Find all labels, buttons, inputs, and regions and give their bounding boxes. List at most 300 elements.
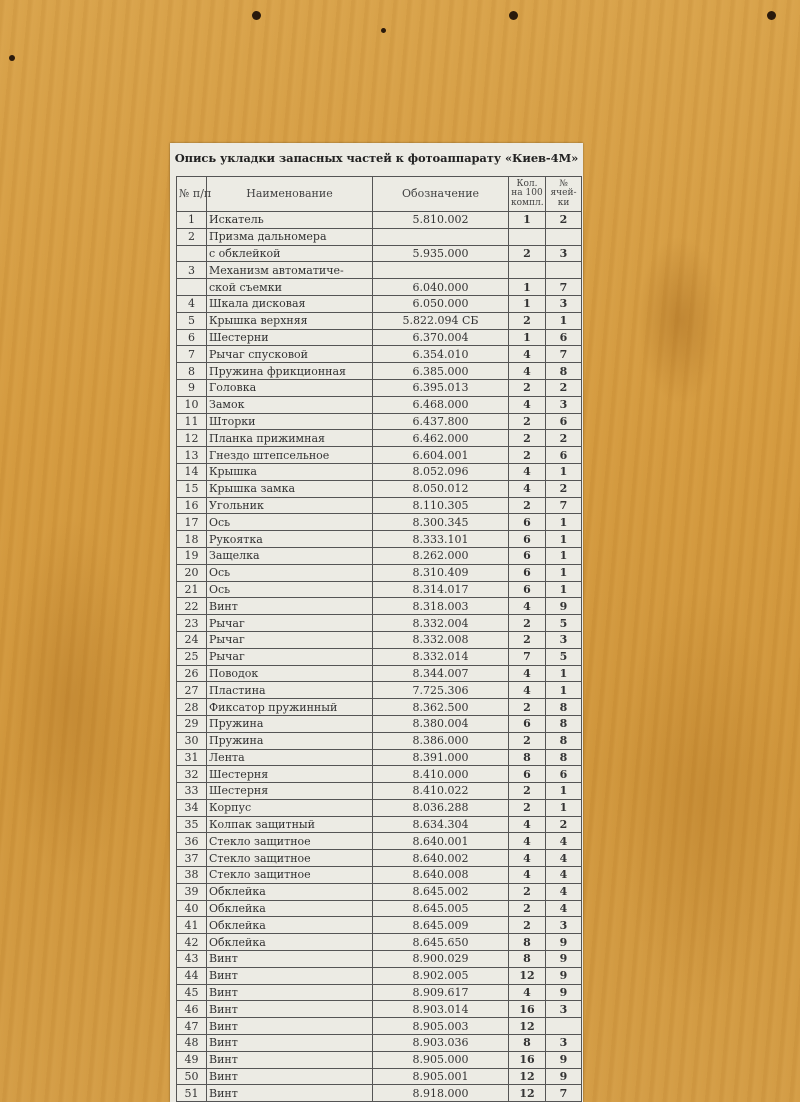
part-name: Обклейка bbox=[207, 917, 373, 934]
row-number: 7 bbox=[177, 346, 207, 363]
part-code: 6.462.000 bbox=[373, 430, 509, 447]
part-name: Рычаг bbox=[207, 648, 373, 665]
table-row bbox=[177, 430, 582, 447]
part-name: Лента bbox=[207, 749, 373, 766]
table-row bbox=[177, 883, 582, 900]
nail-hole-1 bbox=[252, 11, 261, 20]
row-number: 31 bbox=[177, 749, 207, 766]
part-name: Корпус bbox=[207, 799, 373, 816]
quantity: 1 bbox=[509, 212, 546, 229]
part-name: Винт bbox=[207, 1018, 373, 1035]
table-row bbox=[177, 783, 582, 800]
part-code: 8.640.008 bbox=[373, 867, 509, 884]
cell-number: 2 bbox=[546, 430, 582, 447]
part-code: 5.810.002 bbox=[373, 212, 509, 229]
table-row bbox=[177, 312, 582, 329]
part-name: Винт bbox=[207, 598, 373, 615]
part-code: 8.310.409 bbox=[373, 564, 509, 581]
cell-number: 8 bbox=[546, 363, 582, 380]
cell-number: 5 bbox=[546, 648, 582, 665]
table-row bbox=[177, 615, 582, 632]
quantity: 12 bbox=[509, 1068, 546, 1085]
cell-number: 7 bbox=[546, 1085, 582, 1102]
quantity: 4 bbox=[509, 396, 546, 413]
quantity: 4 bbox=[509, 665, 546, 682]
quantity: 1 bbox=[509, 329, 546, 346]
part-name: Обклейка bbox=[207, 883, 373, 900]
row-number: 21 bbox=[177, 581, 207, 598]
part-code: 8.410.000 bbox=[373, 766, 509, 783]
table-row bbox=[177, 514, 582, 531]
quantity: 2 bbox=[509, 430, 546, 447]
part-name: Винт bbox=[207, 1001, 373, 1018]
cell-number: 4 bbox=[546, 883, 582, 900]
cell-number: 9 bbox=[546, 984, 582, 1001]
part-code: 8.380.004 bbox=[373, 715, 509, 732]
part-code: 6.050.000 bbox=[373, 295, 509, 312]
sheet-title: Опись укладки запасных частей к фотоаппарату «Киев-4М» bbox=[174, 151, 579, 165]
part-code: 8.318.003 bbox=[373, 598, 509, 615]
part-name: Угольник bbox=[207, 497, 373, 514]
cell-number: 1 bbox=[546, 463, 582, 480]
table-row bbox=[177, 951, 582, 968]
part-name: Винт bbox=[207, 1051, 373, 1068]
row-number: 27 bbox=[177, 682, 207, 699]
table-row bbox=[177, 699, 582, 716]
part-name: Пружина bbox=[207, 732, 373, 749]
part-name: Механизм автоматиче- bbox=[207, 262, 373, 279]
part-code: 8.314.017 bbox=[373, 581, 509, 598]
part-code: 8.905.003 bbox=[373, 1018, 509, 1035]
row-number: 23 bbox=[177, 615, 207, 632]
part-code: 6.354.010 bbox=[373, 346, 509, 363]
table-row bbox=[177, 1051, 582, 1068]
row-number: 29 bbox=[177, 715, 207, 732]
part-code: 5.935.000 bbox=[373, 245, 509, 262]
part-name: Рычаг bbox=[207, 631, 373, 648]
cell-number: 9 bbox=[546, 934, 582, 951]
table-row bbox=[177, 900, 582, 917]
table-row bbox=[177, 682, 582, 699]
part-code: 8.645.005 bbox=[373, 900, 509, 917]
part-name: Пружина фрикционная bbox=[207, 363, 373, 380]
quantity: 7 bbox=[509, 648, 546, 665]
table-row bbox=[177, 413, 582, 430]
quantity: 6 bbox=[509, 531, 546, 548]
cell-number: 7 bbox=[546, 279, 582, 296]
cell-number: 6 bbox=[546, 329, 582, 346]
cell-number: 3 bbox=[546, 1035, 582, 1052]
table-row bbox=[177, 1068, 582, 1085]
part-code: 6.395.013 bbox=[373, 379, 509, 396]
quantity: 12 bbox=[509, 1085, 546, 1102]
part-code: 8.050.012 bbox=[373, 480, 509, 497]
table-row bbox=[177, 1035, 582, 1052]
cell-number: 3 bbox=[546, 917, 582, 934]
part-code: 8.640.002 bbox=[373, 850, 509, 867]
quantity bbox=[509, 262, 546, 279]
part-name: Рукоятка bbox=[207, 531, 373, 548]
row-number: 48 bbox=[177, 1035, 207, 1052]
cell-number: 9 bbox=[546, 598, 582, 615]
row-number: 41 bbox=[177, 917, 207, 934]
table-row bbox=[177, 917, 582, 934]
table-row bbox=[177, 867, 582, 884]
cell-number: 6 bbox=[546, 413, 582, 430]
part-name: Замок bbox=[207, 396, 373, 413]
table-row bbox=[177, 833, 582, 850]
table-row bbox=[177, 631, 582, 648]
quantity: 4 bbox=[509, 480, 546, 497]
part-name: Крышка верхняя bbox=[207, 312, 373, 329]
part-code: 8.332.008 bbox=[373, 631, 509, 648]
part-code: 8.300.345 bbox=[373, 514, 509, 531]
quantity: 2 bbox=[509, 615, 546, 632]
part-name: Винт bbox=[207, 951, 373, 968]
row-number: 37 bbox=[177, 850, 207, 867]
row-number: 32 bbox=[177, 766, 207, 783]
table-row bbox=[177, 262, 582, 279]
cell-number: 8 bbox=[546, 715, 582, 732]
cell-number: 7 bbox=[546, 346, 582, 363]
part-code: 8.903.014 bbox=[373, 1001, 509, 1018]
table-header-row bbox=[177, 177, 582, 212]
table-row bbox=[177, 531, 582, 548]
table-row bbox=[177, 1001, 582, 1018]
table-row bbox=[177, 329, 582, 346]
quantity: 2 bbox=[509, 379, 546, 396]
part-code: 8.645.650 bbox=[373, 934, 509, 951]
quantity: 8 bbox=[509, 749, 546, 766]
part-code: 8.036.288 bbox=[373, 799, 509, 816]
part-name: ской съемки bbox=[207, 279, 373, 296]
quantity: 4 bbox=[509, 850, 546, 867]
part-name: Пластина bbox=[207, 682, 373, 699]
part-name: Ось bbox=[207, 581, 373, 598]
quantity: 2 bbox=[509, 883, 546, 900]
header-cell: № ячей- ки bbox=[546, 177, 582, 212]
row-number: 22 bbox=[177, 598, 207, 615]
cell-number: 2 bbox=[546, 212, 582, 229]
nail-hole-3 bbox=[767, 11, 776, 20]
part-name: Шестерни bbox=[207, 329, 373, 346]
quantity: 2 bbox=[509, 245, 546, 262]
header-code: Обозначение bbox=[373, 177, 509, 212]
part-name: Ось bbox=[207, 514, 373, 531]
header-qty: Кол. на 100 компл. bbox=[509, 177, 546, 212]
part-code: 8.902.005 bbox=[373, 967, 509, 984]
quantity: 8 bbox=[509, 934, 546, 951]
row-number: 20 bbox=[177, 564, 207, 581]
quantity: 2 bbox=[509, 413, 546, 430]
part-code bbox=[373, 228, 509, 245]
row-number: 6 bbox=[177, 329, 207, 346]
quantity: 6 bbox=[509, 547, 546, 564]
table-row bbox=[177, 934, 582, 951]
table-row bbox=[177, 967, 582, 984]
cell-number: 9 bbox=[546, 1068, 582, 1085]
table-row bbox=[177, 1018, 582, 1035]
part-name: с обклейкой bbox=[207, 245, 373, 262]
part-code bbox=[373, 262, 509, 279]
quantity: 6 bbox=[509, 514, 546, 531]
cell-number: 8 bbox=[546, 699, 582, 716]
quantity: 4 bbox=[509, 363, 546, 380]
quantity: 4 bbox=[509, 463, 546, 480]
cell-number: 1 bbox=[546, 799, 582, 816]
table-row bbox=[177, 279, 582, 296]
row-number: 49 bbox=[177, 1051, 207, 1068]
part-code: 6.040.000 bbox=[373, 279, 509, 296]
quantity: 16 bbox=[509, 1051, 546, 1068]
quantity: 4 bbox=[509, 816, 546, 833]
row-number: 14 bbox=[177, 463, 207, 480]
cell-number: 1 bbox=[546, 581, 582, 598]
part-name: Винт bbox=[207, 1085, 373, 1102]
part-code: 8.391.000 bbox=[373, 749, 509, 766]
cell-number: 6 bbox=[546, 447, 582, 464]
cell-number: 1 bbox=[546, 547, 582, 564]
cell-number: 8 bbox=[546, 732, 582, 749]
part-code: 8.333.101 bbox=[373, 531, 509, 548]
table-row bbox=[177, 212, 582, 229]
quantity: 2 bbox=[509, 783, 546, 800]
quantity: 6 bbox=[509, 715, 546, 732]
part-code: 8.110.305 bbox=[373, 497, 509, 514]
quantity: 16 bbox=[509, 1001, 546, 1018]
cell-number: 4 bbox=[546, 833, 582, 850]
row-number: 5 bbox=[177, 312, 207, 329]
table-row bbox=[177, 816, 582, 833]
cell-number: 1 bbox=[546, 682, 582, 699]
quantity: 4 bbox=[509, 346, 546, 363]
part-name: Шторки bbox=[207, 413, 373, 430]
cell-number: 1 bbox=[546, 564, 582, 581]
part-code: 8.640.001 bbox=[373, 833, 509, 850]
cell-number: 1 bbox=[546, 531, 582, 548]
row-number: 42 bbox=[177, 934, 207, 951]
part-code: 8.332.014 bbox=[373, 648, 509, 665]
part-code: 8.262.000 bbox=[373, 547, 509, 564]
row-number: 17 bbox=[177, 514, 207, 531]
row-number: 43 bbox=[177, 951, 207, 968]
cell-number: 9 bbox=[546, 967, 582, 984]
quantity: 2 bbox=[509, 312, 546, 329]
table-row bbox=[177, 228, 582, 245]
part-name: Винт bbox=[207, 1068, 373, 1085]
part-name: Крышка bbox=[207, 463, 373, 480]
quantity: 2 bbox=[509, 732, 546, 749]
table-row bbox=[177, 480, 582, 497]
part-name: Шестерня bbox=[207, 766, 373, 783]
row-number: 35 bbox=[177, 816, 207, 833]
quantity: 4 bbox=[509, 867, 546, 884]
table-row bbox=[177, 715, 582, 732]
row-number: 45 bbox=[177, 984, 207, 1001]
quantity: 12 bbox=[509, 967, 546, 984]
table-row bbox=[177, 732, 582, 749]
part-code: 5.822.094 СБ bbox=[373, 312, 509, 329]
cell-number: 4 bbox=[546, 867, 582, 884]
quantity: 4 bbox=[509, 682, 546, 699]
part-code: 8.332.004 bbox=[373, 615, 509, 632]
row-number: 40 bbox=[177, 900, 207, 917]
table-row bbox=[177, 766, 582, 783]
part-code: 8.905.001 bbox=[373, 1068, 509, 1085]
part-code: 8.645.002 bbox=[373, 883, 509, 900]
row-number: 50 bbox=[177, 1068, 207, 1085]
part-code: 8.634.304 bbox=[373, 816, 509, 833]
quantity: 2 bbox=[509, 447, 546, 464]
quantity: 6 bbox=[509, 564, 546, 581]
cell-number: 4 bbox=[546, 900, 582, 917]
table-row bbox=[177, 665, 582, 682]
table-row bbox=[177, 379, 582, 396]
header-name: Наименование bbox=[207, 177, 373, 212]
part-code: 8.900.029 bbox=[373, 951, 509, 968]
cell-number bbox=[546, 1018, 582, 1035]
cell-number: 7 bbox=[546, 497, 582, 514]
header-num: № п/п bbox=[177, 177, 207, 212]
nail-hole-2 bbox=[509, 11, 518, 20]
row-number: 12 bbox=[177, 430, 207, 447]
part-code: 8.386.000 bbox=[373, 732, 509, 749]
part-code: 6.604.001 bbox=[373, 447, 509, 464]
part-code: 6.385.000 bbox=[373, 363, 509, 380]
row-number bbox=[177, 245, 207, 262]
row-number: 18 bbox=[177, 531, 207, 548]
part-name: Винт bbox=[207, 1035, 373, 1052]
cell-number: 2 bbox=[546, 480, 582, 497]
cell-number bbox=[546, 228, 582, 245]
row-number: 39 bbox=[177, 883, 207, 900]
quantity: 4 bbox=[509, 598, 546, 615]
row-number: 30 bbox=[177, 732, 207, 749]
table-row bbox=[177, 799, 582, 816]
quantity: 4 bbox=[509, 984, 546, 1001]
table-row bbox=[177, 346, 582, 363]
part-code: 6.468.000 bbox=[373, 396, 509, 413]
cell-number: 4 bbox=[546, 850, 582, 867]
part-name: Поводок bbox=[207, 665, 373, 682]
table-row bbox=[177, 1085, 582, 1102]
part-name: Рычаг bbox=[207, 615, 373, 632]
quantity: 2 bbox=[509, 699, 546, 716]
row-number: 47 bbox=[177, 1018, 207, 1035]
row-number: 8 bbox=[177, 363, 207, 380]
table-row bbox=[177, 245, 582, 262]
row-number: 19 bbox=[177, 547, 207, 564]
part-name: Стекло защитное bbox=[207, 833, 373, 850]
part-code: 8.052.096 bbox=[373, 463, 509, 480]
table-row bbox=[177, 648, 582, 665]
cell-number: 3 bbox=[546, 631, 582, 648]
row-number: 10 bbox=[177, 396, 207, 413]
cell-number: 2 bbox=[546, 816, 582, 833]
quantity: 6 bbox=[509, 766, 546, 783]
cell-number: 1 bbox=[546, 783, 582, 800]
nail-hole-5 bbox=[381, 28, 386, 33]
part-name: Винт bbox=[207, 967, 373, 984]
cell-number: 1 bbox=[546, 665, 582, 682]
cell-number: 1 bbox=[546, 312, 582, 329]
table-row bbox=[177, 363, 582, 380]
part-name: Шестерня bbox=[207, 783, 373, 800]
table-row bbox=[177, 749, 582, 766]
quantity: 2 bbox=[509, 917, 546, 934]
part-name: Планка прижимная bbox=[207, 430, 373, 447]
part-name: Винт bbox=[207, 984, 373, 1001]
part-name: Рычаг спусковой bbox=[207, 346, 373, 363]
part-code: 8.362.500 bbox=[373, 699, 509, 716]
row-number: 15 bbox=[177, 480, 207, 497]
part-name: Защелка bbox=[207, 547, 373, 564]
part-code: 6.370.004 bbox=[373, 329, 509, 346]
part-name: Стекло защитное bbox=[207, 867, 373, 884]
parts-table bbox=[176, 176, 582, 1102]
table-row bbox=[177, 564, 582, 581]
part-name: Обклейка bbox=[207, 900, 373, 917]
quantity bbox=[509, 228, 546, 245]
part-name: Крышка замка bbox=[207, 480, 373, 497]
row-number: 34 bbox=[177, 799, 207, 816]
table-row bbox=[177, 396, 582, 413]
table-row bbox=[177, 497, 582, 514]
cell-number: 9 bbox=[546, 1051, 582, 1068]
part-code: 8.918.000 bbox=[373, 1085, 509, 1102]
row-number bbox=[177, 279, 207, 296]
table-row bbox=[177, 850, 582, 867]
row-number: 1 bbox=[177, 212, 207, 229]
cell-number: 9 bbox=[546, 951, 582, 968]
table-body bbox=[177, 212, 582, 1102]
cell-number: 3 bbox=[546, 245, 582, 262]
table-row bbox=[177, 984, 582, 1001]
row-number: 2 bbox=[177, 228, 207, 245]
nail-hole-4 bbox=[9, 55, 15, 61]
part-code: 6.437.800 bbox=[373, 413, 509, 430]
row-number: 16 bbox=[177, 497, 207, 514]
part-code: 8.344.007 bbox=[373, 665, 509, 682]
cell-number bbox=[546, 262, 582, 279]
quantity: 2 bbox=[509, 497, 546, 514]
table-row bbox=[177, 295, 582, 312]
cell-number: 8 bbox=[546, 749, 582, 766]
quantity: 2 bbox=[509, 900, 546, 917]
row-number: 26 bbox=[177, 665, 207, 682]
part-name: Ось bbox=[207, 564, 373, 581]
table-row bbox=[177, 598, 582, 615]
table-row bbox=[177, 447, 582, 464]
table-row bbox=[177, 547, 582, 564]
quantity: 2 bbox=[509, 799, 546, 816]
inventory-sheet bbox=[170, 143, 583, 1102]
cell-number: 6 bbox=[546, 766, 582, 783]
table-row bbox=[177, 463, 582, 480]
part-name: Колпак защитный bbox=[207, 816, 373, 833]
row-number: 9 bbox=[177, 379, 207, 396]
part-code: 8.909.617 bbox=[373, 984, 509, 1001]
row-number: 46 bbox=[177, 1001, 207, 1018]
cell-number: 3 bbox=[546, 396, 582, 413]
cell-number: 3 bbox=[546, 1001, 582, 1018]
part-name: Фиксатор пружинный bbox=[207, 699, 373, 716]
part-name: Обклейка bbox=[207, 934, 373, 951]
quantity: 6 bbox=[509, 581, 546, 598]
row-number: 38 bbox=[177, 867, 207, 884]
row-number: 51 bbox=[177, 1085, 207, 1102]
row-number: 28 bbox=[177, 699, 207, 716]
